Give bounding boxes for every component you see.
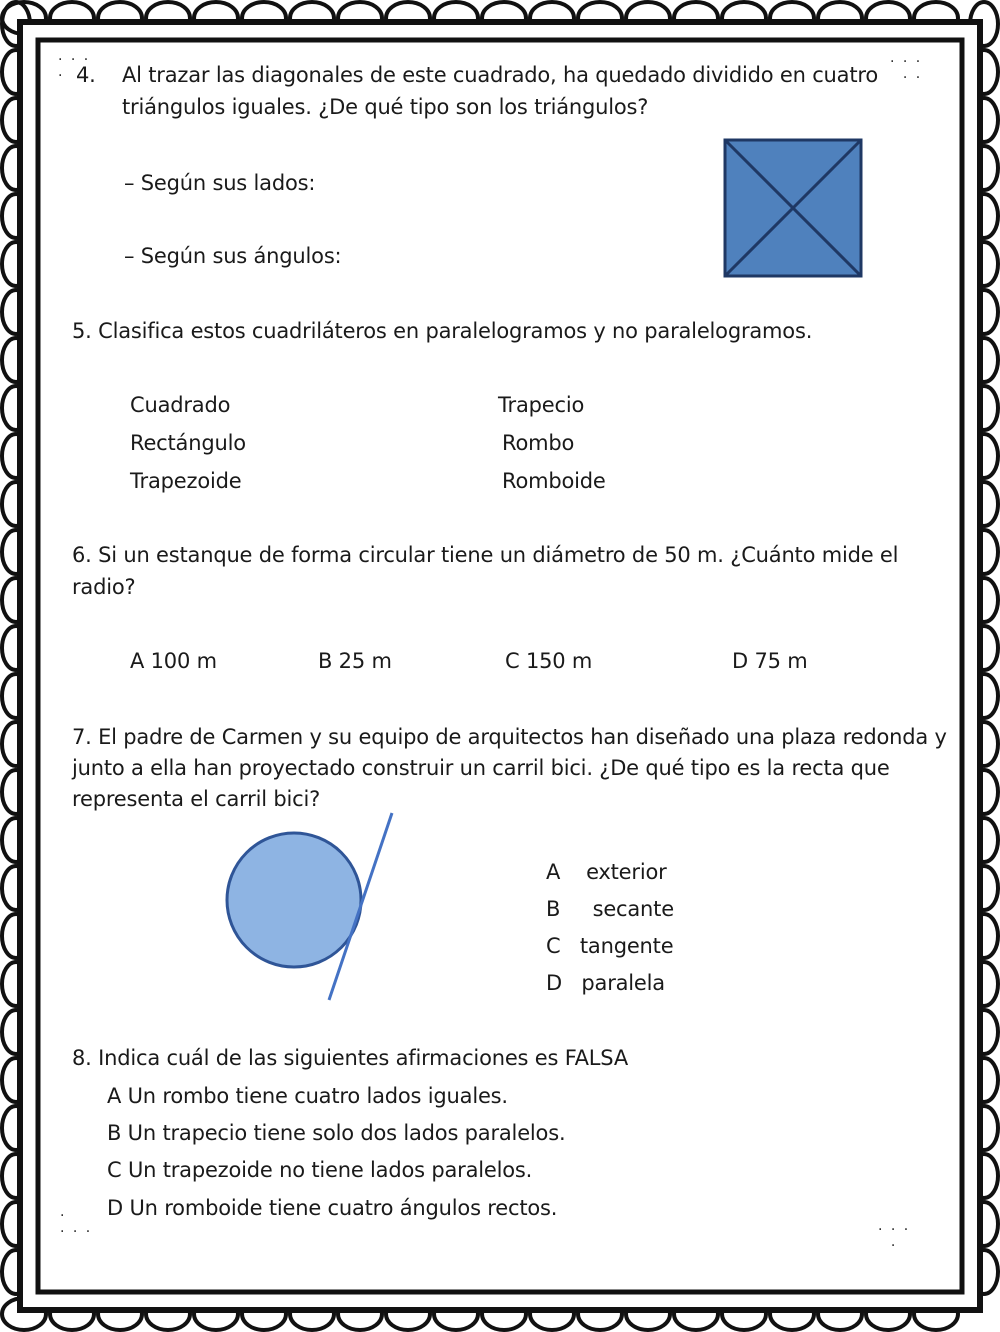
q4-number: 4. [76,63,96,87]
q4-text-line2: triángulos iguales. ¿De qué tipo son los triángulos? [122,95,649,119]
q6-option-c[interactable]: C 150 m [505,649,593,673]
q8-option-b[interactable]: B Un trapecio tiene solo dos lados paralelos. [107,1121,566,1145]
q8-option-c[interactable]: C Un trapezoide no tiene lados paralelos. [107,1158,533,1182]
q5-left-item: Rectángulo [130,431,246,455]
q5-right-item: Trapecio [498,393,585,417]
q8-option-d[interactable]: D Un romboide tiene cuatro ángulos rectos. [107,1196,558,1220]
q6-option-d[interactable]: D 75 m [732,649,808,673]
corner-dots-br: · · · · [878,1222,911,1254]
q7-option-c[interactable]: C tangente [546,934,674,958]
q8-option-a[interactable]: A Un rombo tiene cuatro lados iguales. [107,1084,508,1108]
q5-left-item: Trapezoide [130,469,242,493]
square-with-diagonals [722,137,866,279]
q6-option-a[interactable]: A 100 m [130,649,217,673]
q7-option-a[interactable]: A exterior [546,860,667,884]
corner-dots-tl: · · · · [58,52,91,84]
q7-option-b[interactable]: B secante [546,897,674,921]
q4-text-line1: Al trazar las diagonales de este cuadrado, ha quedado dividido en cuatro [122,63,878,87]
q7-line2: junto a ella han proyectado construir un carril bici. ¿De qué tipo es la recta que [72,756,890,780]
q4-by-sides: – Según sus lados: [124,171,316,195]
corner-dots-bl: · · · · [60,1208,93,1240]
q4-by-angles: – Según sus ángulos: [124,244,342,268]
corner-dots-tr: · · · · · [890,54,923,86]
q7-option-d[interactable]: D paralela [546,971,665,995]
q7-line3: representa el carril bici? [72,787,321,811]
q5-left-item: Cuadrado [130,393,231,417]
q6-option-b[interactable]: B 25 m [318,649,392,673]
round-plaza-circle [227,833,361,967]
q7-line1: 7. El padre de Carmen y su equipo de arquitectos han diseñado una plaza redonda y [72,725,947,749]
q5-prompt: 5. Clasifica estos cuadriláteros en paralelogramos y no paralelogramos. [72,319,813,343]
q6-prompt-line1: 6. Si un estanque de forma circular tiene un diámetro de 50 m. ¿Cuánto mide el [72,543,899,567]
q5-right-item: Romboide [502,469,606,493]
q5-right-item: Rombo [502,431,575,455]
circle-with-bike-lane [220,808,400,1008]
q6-prompt-line2: radio? [72,575,136,599]
q8-prompt: 8. Indica cuál de las siguientes afirmaciones es FALSA [72,1046,628,1070]
